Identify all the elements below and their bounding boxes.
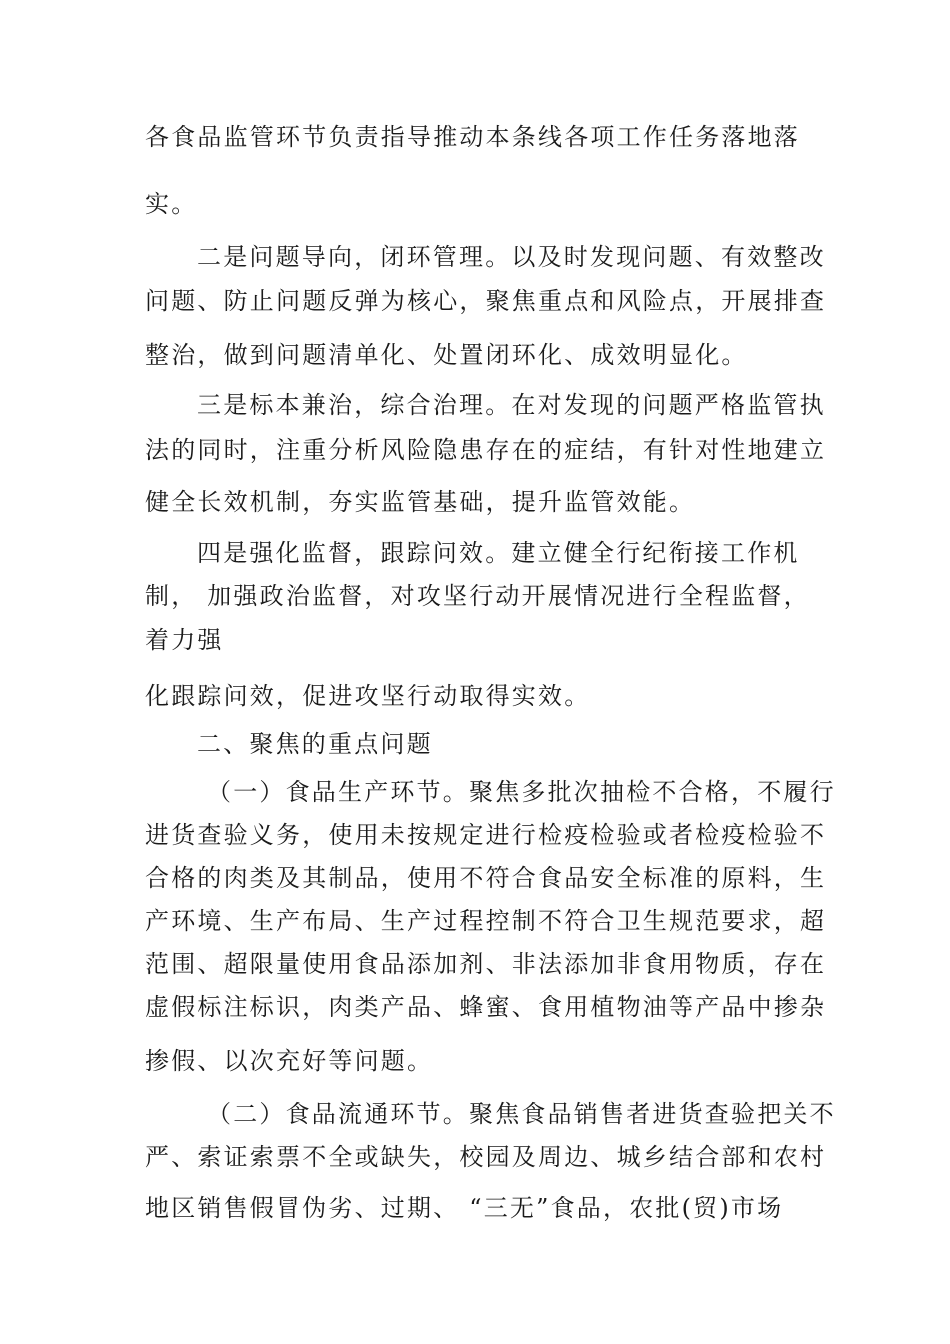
text-line: 掺假、以次充好等问题。 (145, 1047, 434, 1075)
text-line: 化跟踪问效，促进攻坚行动取得实效。 (145, 682, 591, 710)
text-line: 范围、超限量使用食品添加剂、非法添加非食用物质，存在 (145, 950, 827, 978)
text-line: 实。 (145, 190, 198, 218)
text-line: 制， 加强政治监督，对攻坚行动开展情况进行全程监督， (145, 582, 810, 610)
text-line: 问题、防止问题反弹为核心，聚焦重点和风险点，开展排查 (145, 287, 827, 315)
paragraph-3-line-1: 三是标本兼治，综合治理。在对发现的问题严格监管执 (197, 391, 826, 419)
subsection-2-line-1: （二）食品流通环节。聚焦食品销售者进货查验把关不 (207, 1100, 836, 1128)
text-line: 着力强 (145, 626, 224, 654)
subsection-1-line-1: （一）食品生产环节。聚焦多批次抽检不合格，不履行 (207, 778, 836, 806)
text-line: 整治，做到问题清单化、处置闭环化、成效明显化。 (145, 341, 748, 369)
text-line: 虚假标注标识，肉类产品、蜂蜜、食用植物油等产品中掺杂 (145, 993, 827, 1021)
text-line: 各食品监管环节负责指导推动本条线各项工作任务落地落 (145, 123, 800, 151)
text-line: 健全长效机制，夯实监管基础，提升监管效能。 (145, 488, 696, 516)
text-line: 进货查验义务，使用未按规定进行检疫检验或者检疫检验不 (145, 821, 827, 849)
paragraph-2-line-1: 二是问题导向，闭环管理。以及时发现问题、有效整改 (197, 243, 826, 271)
text-line: 合格的肉类及其制品，使用不符合食品安全标准的原料，生 (145, 864, 827, 892)
text-line: 地区销售假冒伪劣、过期、 “三无”食品，农批(贸)市场 (145, 1194, 784, 1222)
text-line: 严、索证索票不全或缺失，校园及周边、城乡结合部和农村 (145, 1143, 827, 1171)
text-line: 产环境、生产布局、生产过程控制不符合卫生规范要求，超 (145, 907, 827, 935)
text-line: 法的同时，注重分析风险隐患存在的症结，有针对性地建立 (145, 436, 827, 464)
paragraph-4-line-1: 四是强化监督，跟踪问效。建立健全行纪衔接工作机 (197, 539, 800, 567)
section-heading: 二、聚焦的重点问题 (197, 730, 433, 758)
